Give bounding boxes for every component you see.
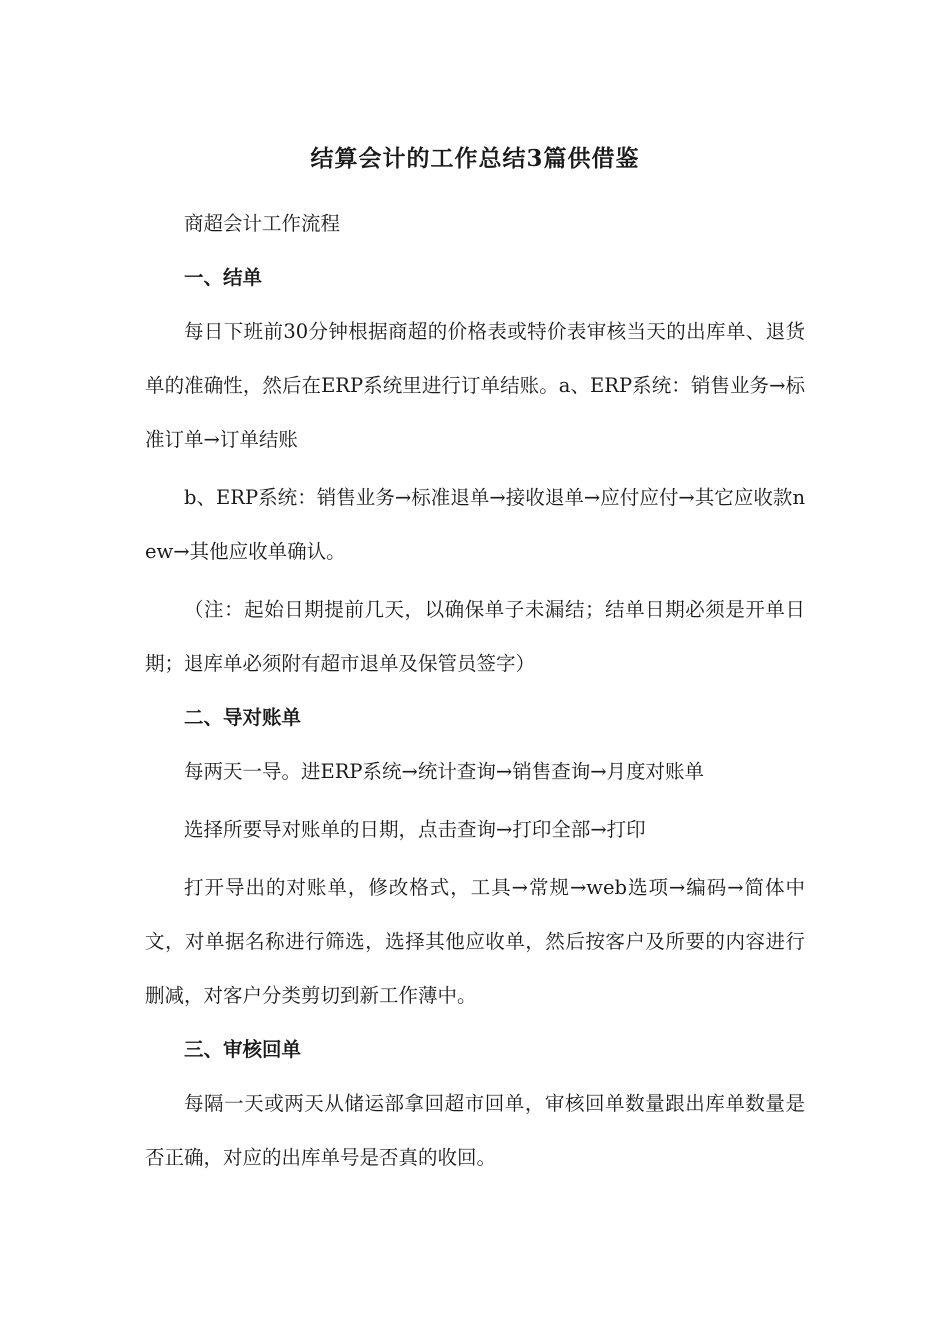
paragraph-intro: 商超会计工作流程 [184, 212, 341, 235]
paragraph-settlement: 每日下班前30分钟根据商超的价格表或特价表审核当天的出库单、退货单的准确性，然后在ERP系统里进行订单结账。a、ERP系统：销售业务→标准订单→订单结账 [145, 320, 805, 451]
paragraph-erp-return: b、ERP系统：销售业务→标准退单→接收退单→应付应付→其它应收款new→其他应收单确认。 [145, 486, 805, 563]
paragraph-export: 每两天一导。进ERP系统→统计查询→销售查询→月度对账单 [184, 760, 705, 783]
document-title: 结算会计的工作总结3篇供借鉴 [310, 145, 640, 172]
document-body [145, 197, 805, 1185]
paragraph-note: （注：起始日期提前几天，以确保单子未漏结；结单日期必须是开单日期；退库单必须附有超市退单及保管员签字） [145, 598, 805, 675]
section-heading-2: 二、导对账单 [184, 706, 302, 729]
paragraph-review: 每隔一天或两天从储运部拿回超市回单，审核回单数量跟出库单数量是否正确，对应的出库单号是否真的收回。 [145, 1092, 805, 1169]
paragraph-format: 打开导出的对账单，修改格式，工具→常规→web选项→编码→简体中文，对单据名称进行筛选，选择其他应收单，然后按客户及所要的内容进行删减，对客户分类剪切到新工作薄中。 [145, 876, 805, 1007]
paragraph-select-date: 选择所要导对账单的日期，点击查询→打印全部→打印 [184, 818, 646, 841]
section-heading-3: 三、审核回单 [184, 1038, 302, 1061]
section-heading-1: 一、结单 [184, 266, 263, 289]
